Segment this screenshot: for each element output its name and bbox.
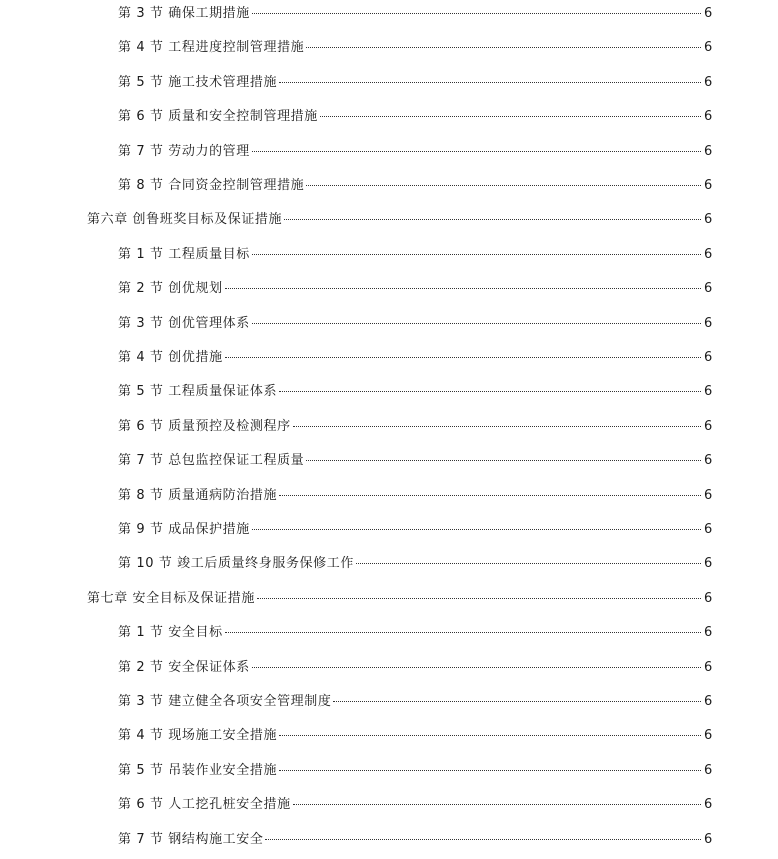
toc-page-number: 6 <box>704 246 713 262</box>
toc-page-number: 6 <box>704 40 713 56</box>
toc-section-entry[interactable] <box>118 761 712 781</box>
toc-entry-title: 第 1 节 工程质量目标 <box>118 246 250 262</box>
toc-entry-title: 第 7 节 钢结构施工安全 <box>118 831 264 847</box>
toc-section-entry[interactable] <box>118 4 712 24</box>
toc-page-number: 6 <box>704 659 713 675</box>
toc-section-entry[interactable] <box>118 830 712 850</box>
toc-dot-leader <box>284 219 701 220</box>
toc-page-number: 6 <box>704 625 713 641</box>
toc-dot-leader <box>279 82 701 83</box>
toc-page-number: 6 <box>704 212 713 228</box>
toc-section-entry[interactable] <box>118 623 712 643</box>
toc-entry-title: 第 6 节 人工挖孔桩安全措施 <box>118 797 291 813</box>
toc-section-entry[interactable] <box>118 451 712 471</box>
toc-entry-title: 第 4 节 创优措施 <box>118 350 223 365</box>
toc-section-entry[interactable] <box>118 38 712 58</box>
toc-page-number: 6 <box>704 694 713 709</box>
toc-entry-title: 第 9 节 成品保护措施 <box>118 522 250 537</box>
toc-dot-leader <box>306 47 701 48</box>
toc-page-number: 6 <box>704 315 713 331</box>
toc-entry-title: 第 3 节 确保工期措施 <box>118 6 250 21</box>
toc-entry-title: 第 4 节 现场施工安全措施 <box>118 728 278 744</box>
toc-dot-leader <box>252 529 701 530</box>
toc-section-entry[interactable] <box>118 245 712 265</box>
toc-entry-title: 第 10 节 竣工后质量终身服务保修工作 <box>118 556 354 572</box>
toc-dot-leader <box>265 839 701 840</box>
toc-section-entry[interactable] <box>118 692 712 712</box>
toc-section-entry[interactable] <box>118 417 712 437</box>
toc-page-number: 6 <box>704 178 713 193</box>
toc-dot-leader <box>225 288 701 289</box>
toc-page-number: 6 <box>704 590 713 606</box>
toc-page-number: 6 <box>704 384 713 400</box>
toc-page-number: 6 <box>704 556 713 572</box>
toc-entry-title: 第 6 节 质量预控及检测程序 <box>118 418 291 434</box>
toc-section-entry[interactable] <box>118 107 712 127</box>
toc-section-entry[interactable] <box>118 314 712 334</box>
toc-page-number: 6 <box>704 728 713 744</box>
toc-page-number: 6 <box>704 418 713 434</box>
toc-entry-title: 第 4 节 工程进度控制管理措施 <box>118 40 305 56</box>
toc-dot-leader <box>279 735 701 736</box>
toc-dot-leader <box>293 426 701 427</box>
toc-dot-leader <box>225 632 701 633</box>
toc-dot-leader <box>252 667 701 668</box>
toc-section-entry[interactable] <box>118 176 712 196</box>
toc-page-number: 6 <box>704 74 713 90</box>
toc-page-number: 6 <box>704 762 713 778</box>
toc-section-entry[interactable] <box>118 658 712 678</box>
toc-page-number: 6 <box>704 453 713 469</box>
toc-dot-leader <box>252 254 701 255</box>
toc-entry-title: 第 5 节 吊装作业安全措施 <box>118 762 278 778</box>
toc-entry-title: 第六章 创鲁班奖目标及保证措施 <box>87 212 283 228</box>
toc-entry-title: 第 6 节 质量和安全控制管理措施 <box>118 109 318 125</box>
toc-dot-leader <box>293 804 701 805</box>
toc-dot-leader <box>252 151 701 152</box>
toc-page-number: 6 <box>704 797 713 813</box>
toc-page-number: 6 <box>704 6 713 21</box>
toc-dot-leader <box>252 323 701 324</box>
toc-entry-title: 第 3 节 建立健全各项安全管理制度 <box>118 694 332 709</box>
toc-entry-title: 第七章 安全目标及保证措施 <box>87 590 255 606</box>
toc-dot-leader <box>320 116 701 117</box>
toc-entry-title: 第 2 节 创优规划 <box>118 281 223 297</box>
toc-section-entry[interactable] <box>118 486 712 506</box>
toc-dot-leader <box>356 563 701 564</box>
toc-dot-leader <box>225 357 701 358</box>
toc-entry-title: 第 5 节 工程质量保证体系 <box>118 384 278 400</box>
toc-page-number: 6 <box>704 487 713 503</box>
toc-section-entry[interactable] <box>118 554 712 574</box>
toc-page-number: 6 <box>704 109 713 125</box>
toc-section-entry[interactable] <box>118 520 712 540</box>
toc-dot-leader <box>279 391 701 392</box>
toc-page-number: 6 <box>704 143 713 159</box>
toc-section-entry[interactable] <box>118 726 712 746</box>
toc-entry-title: 第 7 节 总包监控保证工程质量 <box>118 453 305 469</box>
toc-section-entry[interactable] <box>118 795 712 815</box>
toc-chapter-entry[interactable] <box>87 210 712 230</box>
toc-entry-title: 第 2 节 安全保证体系 <box>118 659 250 675</box>
toc-page-number: 6 <box>704 831 713 847</box>
toc-dot-leader <box>279 495 701 496</box>
toc-dot-leader <box>252 13 701 14</box>
toc-section-entry[interactable] <box>118 348 712 368</box>
toc-section-entry[interactable] <box>118 73 712 93</box>
toc-dot-leader <box>306 460 701 461</box>
toc-entry-title: 第 8 节 质量通病防治措施 <box>118 487 278 503</box>
toc-dot-leader <box>257 598 701 599</box>
toc-page-number: 6 <box>704 281 713 297</box>
toc-section-entry[interactable] <box>118 382 712 402</box>
toc-entry-title: 第 7 节 劳动力的管理 <box>118 143 250 159</box>
toc-entry-title: 第 1 节 安全目标 <box>118 625 223 641</box>
toc-entry-title: 第 8 节 合同资金控制管理措施 <box>118 178 305 193</box>
toc-dot-leader <box>279 770 701 771</box>
toc-chapter-entry[interactable] <box>87 589 712 609</box>
toc-page-number: 6 <box>704 522 713 537</box>
toc-section-entry[interactable] <box>118 279 712 299</box>
toc-section-entry[interactable] <box>118 142 712 162</box>
toc-entry-title: 第 5 节 施工技术管理措施 <box>118 74 278 90</box>
toc-dot-leader <box>333 701 701 702</box>
toc-entry-title: 第 3 节 创优管理体系 <box>118 315 250 331</box>
toc-page-number: 6 <box>704 350 713 365</box>
toc-dot-leader <box>306 185 701 186</box>
